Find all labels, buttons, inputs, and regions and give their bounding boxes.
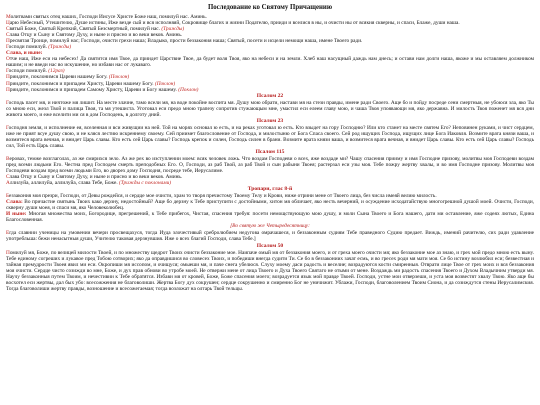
drop-cap: В xyxy=(6,155,10,162)
drop-cap: Б xyxy=(6,193,10,200)
drop-cap: М xyxy=(6,14,11,20)
rubric: (Трижды) xyxy=(161,26,185,33)
psalm-body: омилуй мя, Боже, по велицей милости Твоей, и по множеству щедрот Твоих очисти беззаконие мое. Наипаче омый мя от беззакония моего, и от греха моего очисти мя; яко беззаконие мое аз знаю, и грех мой предо мною есть выну. Тебе единому согреших и лукавое пред Тобою сотворих; яко да оправдишися во словесех Твоих, и победиши внегда судити Ти. Се бо в беззакониих зачат есмь, и во гресех роди мя мати моя. Се бо истину возлюбил еси; безвестная и тайная премудрости Твоея явил ми еси. Окропиши мя иссопом, и очищуся; омыеши мя, и паче снега убелюся. Слуху моему даси радость и веселие; возрадуются кости смиренныя. Отврати лице Твое от грех моих и вся беззакония моя очисти. Сердце чисто созижди во мне, Боже, и дух прав обнови во утробе моей. Не отвержи мене от лица Твоего и Духа Твоего Святаго не отыми от мене. Воздаждь ми радость спасения Твоего и Духом Владычним утверди мя. Научу беззаконныя путем Твоим, и нечестивии к Тебе обратятся. Избави мя от кровей, Боже, Боже спасения моего; возрадуется язык мой правде Твоей. Господи, устне мои отверзеши, и уста моя возвестят хвалу Твою. Яко аще бы восхотел еси жертвы, дал бых убо: всесожжения не благоволиши. Жертва Богу дух сокрушен; сердце сокрушенно и смиренно Бог не уничижит. Ублажи, Господи, благоволением Твоим Сиона, и да созиждутся стены Иерусалимския. Тогда благоволиши жертву правды, возношение и всесожегаемая; тогда возложат на олтарь Твой тельцы. xyxy=(6,249,534,292)
psalm-23-text xyxy=(6,125,534,149)
opening-line-text: вятый Боже, Святый Крепкий, Святый Безсмертный, помилуй нас. xyxy=(9,26,160,33)
opening-line-text: осподи помилуй. xyxy=(8,44,47,51)
drop-cap: Г xyxy=(6,68,9,75)
rubric: (Трижды) xyxy=(48,44,72,51)
page-title: Последование ко Святому Причащению xyxy=(207,4,333,11)
doxology-text: лава Отцу и Сыну и Святому Духу, и ныне и присно и во веки веков. Аминь. xyxy=(9,174,183,181)
troparion-label: Слава: xyxy=(6,199,23,206)
drop-cap: Г xyxy=(6,124,9,131)
psalm-body: осподь пасет мя, и ничтоже мя лишит. На месте злачне, тамо всели мя, на воде покойне воспита мя. Душу мою обрати, настави мя на стези правды, имене ради Своего. Аще бо и пойду посреде сени смертныя, не убоюся зла, яко Ты со мною еси, жезл Твой и палица Твоя, та мя утешиста. Уготовал еси предо мною трапезу сопротив стужающым мне, умастил еси елеем главу мою, и чаша Твоя упоявающи мя, яко державна. И милость Твоя поженет мя вся дни живота моего, и еже вселити ми ся в дом Господень, в долготу дний. xyxy=(6,99,534,118)
drop-cap: Е xyxy=(6,230,10,237)
psalm-body: еровах, темже возглаголах, аз же смирихся зело. Аз же рех во изступлении моем: всяк человек ложь. Что воздам Господеви о всех, яже воздаде ми? Чашу спасения прииму и имя Господне призову, молитвы моя Господеви воздам пред всеми людьми Его. Честна пред Господем смерть преподобных Его. О, Господи, аз раб Твой, аз раб Твой и сын рабыни Твоея; растерзал еси узы моя. Тебе пожру жертву хвалы, и во имя Господне призову. Молитвы моя Господеви воздам пред всеми людьми Его, во дворех дому Господня, посреде тебе, Иерусалиме. xyxy=(6,155,534,175)
rubric: (Трижды с поклонами) xyxy=(118,180,172,187)
opening-prayers xyxy=(6,14,534,50)
opening-line-text: арю Небесный, Утешителю, Душе истины, Иже везде сый и вся исполняяй, Сокровище благих и жизни Подателю, прииди и вселися в ны, и очисти ны от всякия скверны, и спаси, Блаже, души наша. xyxy=(9,20,460,27)
drop-cap: Г xyxy=(6,44,9,51)
drop-cap: А xyxy=(6,180,10,187)
psalm-50-heading: Псалом 50 xyxy=(256,242,284,249)
troparion-text: еззакония моя презри, Господи, от Девы рождейся, и сердце мое очисти, храм то творя пречистому Твоему Телу и Крови, ниже отрини мене от Твоего лица, без числа имеяй велию милость. xyxy=(9,193,437,200)
thursday-text: гда славнии ученицы на умовении вечери просвещахуся, тогда Иуда злочестивый сребролюбием недугова омрачашеся, и беззаконным судиям Тебе праведного Судию предает. Виждь, имений рачителю, сих ради удавление употребльша: бежи ненасытныя души, Учителю таковая дерзнувшия. Иже о всех благий Господи, слава Тебе.] xyxy=(6,230,534,243)
drop-cap: С xyxy=(6,32,10,39)
psalm-22-heading: Псалом 22 xyxy=(256,92,284,99)
worship-line-text: риидите, поклонимся и припадем Христу, Цареви нашему Богу. xyxy=(9,80,154,87)
lords-prayer xyxy=(6,56,534,68)
psalm-23-heading: Псалом 23 xyxy=(256,117,284,124)
drop-cap: С xyxy=(6,174,10,181)
drop-cap: Г xyxy=(6,99,9,106)
rubric: (Поклон) xyxy=(108,74,130,81)
rubric: (Поклон) xyxy=(178,86,199,93)
worship-line-text: риидите, поклонимся Цареви нашему Богу. xyxy=(9,74,108,81)
document-page xyxy=(6,0,534,292)
opening-line-text: олитвами святых отец наших, Господи Иисусе Христе Боже наш, помилуй нас. Аминь. xyxy=(10,14,207,20)
troparion-text: Во причастие святынь Твоих како дерзну, недостойный? Аще бо дерзну к Тебе приступити с достойными, хитон мя обличает, яко несть вечерний, и осуждение исходатайствую многогрешной душой моей. Очисти, Господи, скверну души моея, и спаси мя, яко Человеколюбец. xyxy=(6,199,534,212)
drop-cap: П xyxy=(6,249,10,256)
drop-cap: С xyxy=(6,26,10,33)
drop-cap: П xyxy=(6,38,10,45)
opening-line-text: ресвятая Троице, помилуй нас; Господи, очисти грехи наша; Владыко, прости беззакония наша; Святый, посети и исцели немощи наша, имене Твоего ради. xyxy=(9,38,363,45)
thursday-troparion xyxy=(6,230,534,242)
troparion-label: И ныне: xyxy=(6,211,27,218)
slava-label-text: Слава, и ныне: xyxy=(6,50,43,57)
psalm-115-text xyxy=(6,156,534,174)
drop-cap: О xyxy=(6,56,10,63)
drop-cap: П xyxy=(6,80,10,87)
worship-line-text: риидите, поклонимся и припадем Самому Христу, Цареви и Богу нашему. xyxy=(9,86,177,93)
rubric: (Поклон) xyxy=(154,80,176,87)
drop-cap: П xyxy=(6,86,10,93)
troparion-3 xyxy=(6,211,534,223)
drop-cap: Ц xyxy=(6,20,10,27)
psalm-body: осподня земля, и исполнение ея, вселенная и вси живущии на ней. Той на морях основал ю есть, и на реках уготовал ю есть. Кто взыдет на гору Господню? Или кто станет на месте святем Его? Неповинен руками, и чист сердцем, иже не прият всуе душу свою, и не кляся лестию искреннему своему. Сей приимет благословение от Господа, и милостыню от Бога Спаса своего. Сей род ищущих Господа, ищущих лице Бога Иаковля. Возмите врата князи ваша, и возмитеся врата вечная, и внидет Царь славы. Кто есть сей Царь славы? Господь крепок и силен, Господь силен в брани. Возмите врата князи ваша, и возмитеся врата вечная, и внидет Царь славы. Кто есть сей Царь славы? Господь сил, Той есть Царь славы. xyxy=(6,124,534,149)
thursday-heading: [Во святую же Четыредесятницу: xyxy=(230,223,310,230)
opening-line-text: лава Отцу и Сыну и Святому Духу, и ныне и присно и во веки веков. Аминь. xyxy=(9,32,183,39)
kyrie-text: осподи помилуй. xyxy=(8,68,47,75)
psalm-22-text xyxy=(6,100,534,118)
troparion-text: Многая множества моих, Богородице, прегрешений, к Тебе прибегох, Чистая, спасения требуя: посети немощствующую мою душу, и моли Сына Твоего и Бога нашего, дати ми оставление, яже содеях лютых, Едина Благословенная. xyxy=(6,211,534,224)
alleluia-text: ллилуйа, аллилуйа, аллилуйа, слава Тебе, Боже. xyxy=(9,180,118,187)
troparia-heading: Тропари, глас 8-й xyxy=(247,186,293,193)
come-let-us-worship xyxy=(6,74,534,92)
rubric: (12раз) xyxy=(48,68,65,75)
troparion-2 xyxy=(6,199,534,211)
psalm-50-text xyxy=(6,250,534,292)
lords-prayer-text: тче наш, Иже еси на небесех! Да святится имя Твое, да приидет Царствие Твое, да будет воля Твоя, яко на небеси и на земли. Хлеб наш насущный даждь нам днесь; и остави нам долги наша, якоже и мы оставляем должником нашим; и не введи нас во искушение, но избави нас от лукаваго. xyxy=(6,56,534,69)
drop-cap: П xyxy=(6,74,10,81)
psalm-115-heading: Псалом 115 xyxy=(255,148,285,155)
